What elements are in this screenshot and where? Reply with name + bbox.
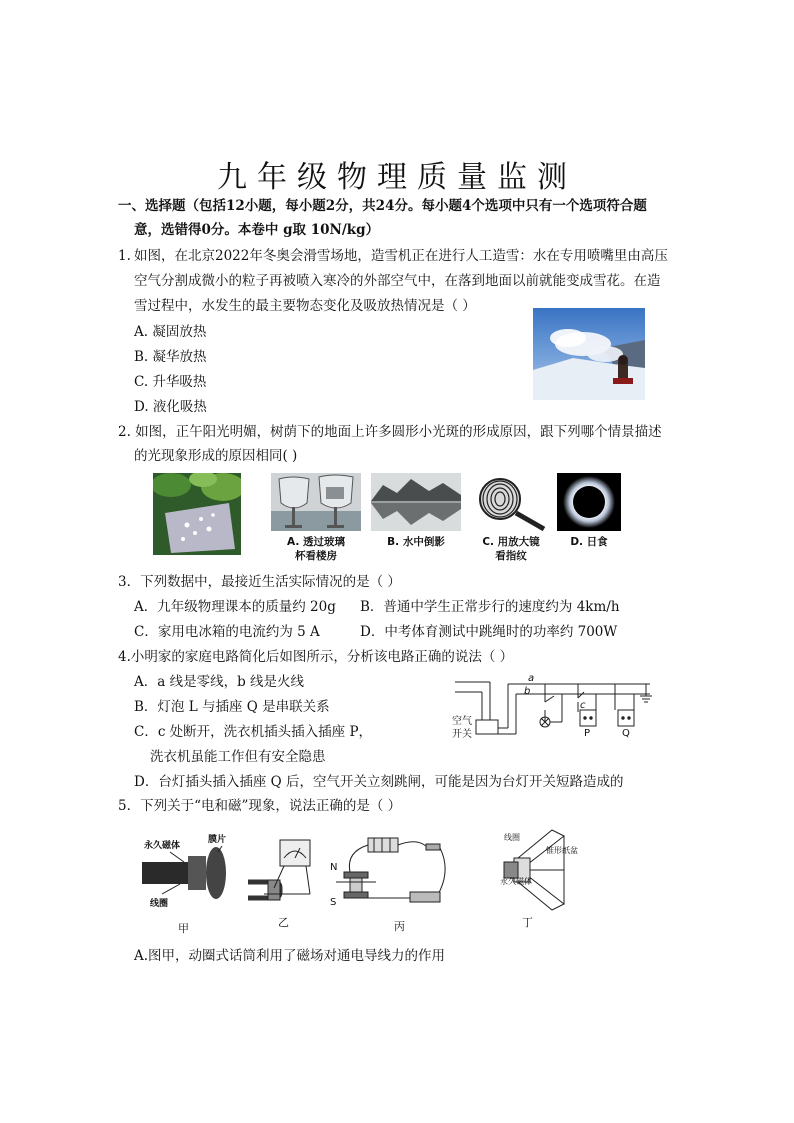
wire-a-label: a (528, 673, 535, 684)
q3-option-a: A．九年级物理课本的质量约 20g (134, 599, 336, 615)
q1-option-b: B. 凝华放热 (134, 349, 207, 365)
label-north: N (330, 862, 338, 873)
q5-option-a: A.图甲，动圈式话筒利用了磁场对通电导线力的作用 (134, 948, 446, 964)
snow-machine-photo (533, 308, 645, 400)
label-d-coil: 线圈 (504, 833, 520, 842)
q3-option-c: C．家用电冰箱的电流约为 5 A (134, 624, 320, 640)
label-d-magnet: 永久磁体 (500, 877, 532, 886)
socket-q-label: Q (622, 728, 630, 739)
q5-stem: 5．下列关于“电和磁”现象，说法正确的是（ ） (118, 798, 402, 814)
label-coil: 线圈 (150, 899, 169, 909)
q1-stem-line3: 雪过程中，水发生的最主要物态变化及吸放热情况是（ ） (134, 298, 476, 314)
label-cone: 锥形纸盆 (546, 846, 578, 855)
label-bing: 丙 (394, 920, 405, 933)
caption-c-line1: C. 用放大镜 (482, 536, 540, 548)
q2-stem-line1: 2. 如图，正午阳光明媚，树荫下的地面上许多圆形小光斑的形成原因，跟下列哪个情景描述 (118, 424, 662, 440)
q4-option-c-line2: 洗衣机虽能工作但有安全隐患 (150, 749, 326, 765)
section-heading-cont: 意，选错得0分。本卷中 g取 10N/kg） (134, 222, 380, 238)
caption-a-line1: A. 透过玻璃 (287, 536, 345, 548)
glass-cups-photo (271, 473, 361, 531)
label-yi: 乙 (278, 916, 289, 929)
q3-option-b: B．普通中学生正常步行的速度约为 4km/h (360, 599, 620, 615)
caption-a-line2: 杯看楼房 (295, 550, 337, 562)
wire-b-label: b (524, 686, 531, 697)
q1-option-d: D. 液化吸热 (134, 399, 207, 415)
q4-stem: 4.小明家的家庭电路简化后如图所示，分析该电路正确的说法（ ） (118, 649, 514, 665)
label-diaphragm: 膜片 (208, 835, 227, 845)
motor-circuit-diagram (326, 832, 456, 916)
q4-option-d: D．台灯插头插入插座 Q 后，空气开关立刻跳闸，可能是因为台灯开关短路造成的 (134, 774, 624, 790)
q3-option-d: D．中考体育测试中跳绳时的功率约 700W (360, 624, 618, 640)
label-south: S (330, 897, 337, 908)
label-permanent-magnet: 永久磁体 (144, 841, 181, 851)
caption-b: B. 水中倒影 (387, 536, 445, 548)
section-heading: 一、选择题（包括12小题，每小题2分，共24分。每小题4个选项中只有一个选项符合题 (118, 198, 647, 214)
page-title: 九年级物理质量监测 (217, 160, 577, 195)
q1-number: 1. (118, 248, 131, 264)
leaf-shadow-photo (153, 473, 241, 555)
magnifier-fingerprint-photo (474, 473, 548, 533)
q1-option-a: A. 凝固放热 (134, 324, 207, 340)
point-c-label: c (580, 700, 586, 711)
q4-option-b: B．灯泡 L 与插座 Q 是串联关系 (134, 699, 330, 715)
q4-option-c-line1: C．c 处断开，洗衣机插头插入插座 P， (134, 724, 373, 740)
q1-option-c: C. 升华吸热 (134, 374, 207, 390)
label-ding: 丁 (522, 916, 533, 929)
q2-stem-line2: 的光现象形成的原因相同( ) (134, 448, 298, 464)
socket-p-label: P (584, 728, 591, 739)
caption-c-line2: 看指纹 (495, 550, 527, 562)
water-reflection-photo (371, 473, 461, 531)
q4-option-a: A．a 线是零线，b 线是火线 (134, 674, 305, 690)
air-switch-label2: 开关 (452, 729, 472, 740)
caption-d: D. 日食 (570, 536, 608, 548)
solar-eclipse-photo (557, 473, 621, 531)
air-switch-label1: 空气 (452, 716, 472, 727)
q1-stem-line1: 如图，在北京2022年冬奥会滑雪场地，造雪机正在进行人工造雪：水在专用喷嘴里由高压 (134, 248, 668, 264)
label-jia: 甲 (178, 922, 189, 935)
q3-stem: 3．下列数据中，最接近生活实际情况的是（ ） (118, 574, 401, 590)
galvanometer-diagram (244, 836, 320, 916)
q1-stem-line2: 空气分割成微小的粒子再被喷入寒冷的外部空气中，在落到地面以前就能变成雪花。在造 (134, 273, 661, 289)
